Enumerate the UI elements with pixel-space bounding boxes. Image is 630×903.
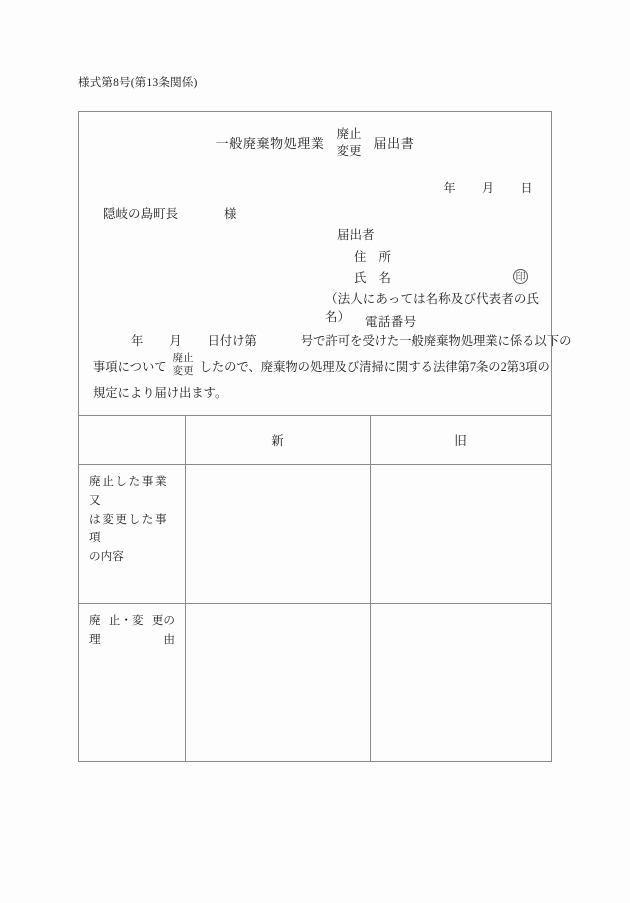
table-header-new: 新 <box>271 434 284 448</box>
table-row-label-content <box>79 473 185 567</box>
addressee-name: 隠岐の島町長 <box>103 207 179 221</box>
submitter-heading: 届出者 <box>337 228 375 242</box>
body-line-1 <box>93 332 572 350</box>
form-outer-frame <box>78 111 572 762</box>
name-label-a: 氏 <box>354 271 367 285</box>
table-header-divider <box>79 464 551 465</box>
submitter-block <box>337 225 526 290</box>
body-haishi-henko-stack <box>173 353 194 378</box>
row2-label-line2-a: 理 <box>89 632 101 646</box>
permit-year-label: 年 <box>131 334 144 348</box>
row2-label-line1-c: 更の <box>151 614 175 627</box>
body-line2-suffix: したので、廃棄物の処理及び清掃に関する法律第7条の2第3項の <box>199 359 550 374</box>
permit-clause-text: 号で許可を受けた一般廃棄物処理業に係る以下の <box>300 334 572 348</box>
title-stacked-top: 廃止 <box>336 127 362 141</box>
title-prefix: 一般廃棄物処理業 <box>215 136 325 151</box>
form-number-label: 様式第8号(第13条関係) <box>78 77 198 89</box>
table-column-divider-2 <box>370 416 371 761</box>
phone-number-label: 電話番号 <box>365 315 417 329</box>
table-header-old: 旧 <box>454 434 467 448</box>
permit-day-number-label: 日付け第 <box>207 334 257 348</box>
date-year-label: 年 <box>443 181 456 195</box>
row2-label-line1 <box>89 612 175 631</box>
body-paragraph <box>93 332 572 403</box>
address-label-b: 所 <box>378 249 392 264</box>
permit-month-label: 月 <box>169 334 182 348</box>
corporate-name-note: （法人にあっては名称及び代表者の氏名） <box>325 292 540 324</box>
date-month-label: 月 <box>481 181 495 195</box>
form-data-table <box>79 416 551 761</box>
row2-label-line2 <box>89 631 175 650</box>
body-line2-prefix: 事項について <box>93 359 167 374</box>
row1-label-line3: の内容 <box>89 550 124 564</box>
submitter-name-row <box>337 268 526 290</box>
row2-label-line1-b: 止・変 <box>108 614 144 627</box>
row1-label-line2: は変更した事項 <box>89 512 169 545</box>
title-haishi-henko-stack <box>336 126 361 159</box>
seal-stamp-icon: 印 <box>513 269 528 284</box>
body-line-2 <box>93 353 550 378</box>
title-stacked-bottom: 変更 <box>336 143 362 158</box>
table-row-label-reason <box>79 612 185 650</box>
body-line-3: 規定により届け出ます。 <box>93 386 228 401</box>
body-stacked-top: 廃止 <box>172 353 194 365</box>
name-label-b: 名 <box>378 271 392 285</box>
row2-label-line1-a: 廃 <box>89 614 101 627</box>
row2-label-line2-b: 由 <box>163 632 175 646</box>
date-day-label: 日 <box>520 181 533 195</box>
title-suffix: 届出書 <box>373 136 415 151</box>
form-upper-section <box>79 112 572 416</box>
table-column-divider-1 <box>185 416 186 761</box>
document-title <box>79 126 551 159</box>
row1-label-line1: 廃止した事業又 <box>89 475 169 507</box>
submitter-address-row <box>337 247 391 269</box>
addressee-honorific: 様 <box>224 207 237 221</box>
body-stacked-bottom: 変更 <box>172 365 194 377</box>
table-row-divider <box>79 603 551 604</box>
address-label-a: 住 <box>354 249 367 264</box>
submission-date-line <box>417 179 533 196</box>
addressee-line <box>103 204 237 222</box>
